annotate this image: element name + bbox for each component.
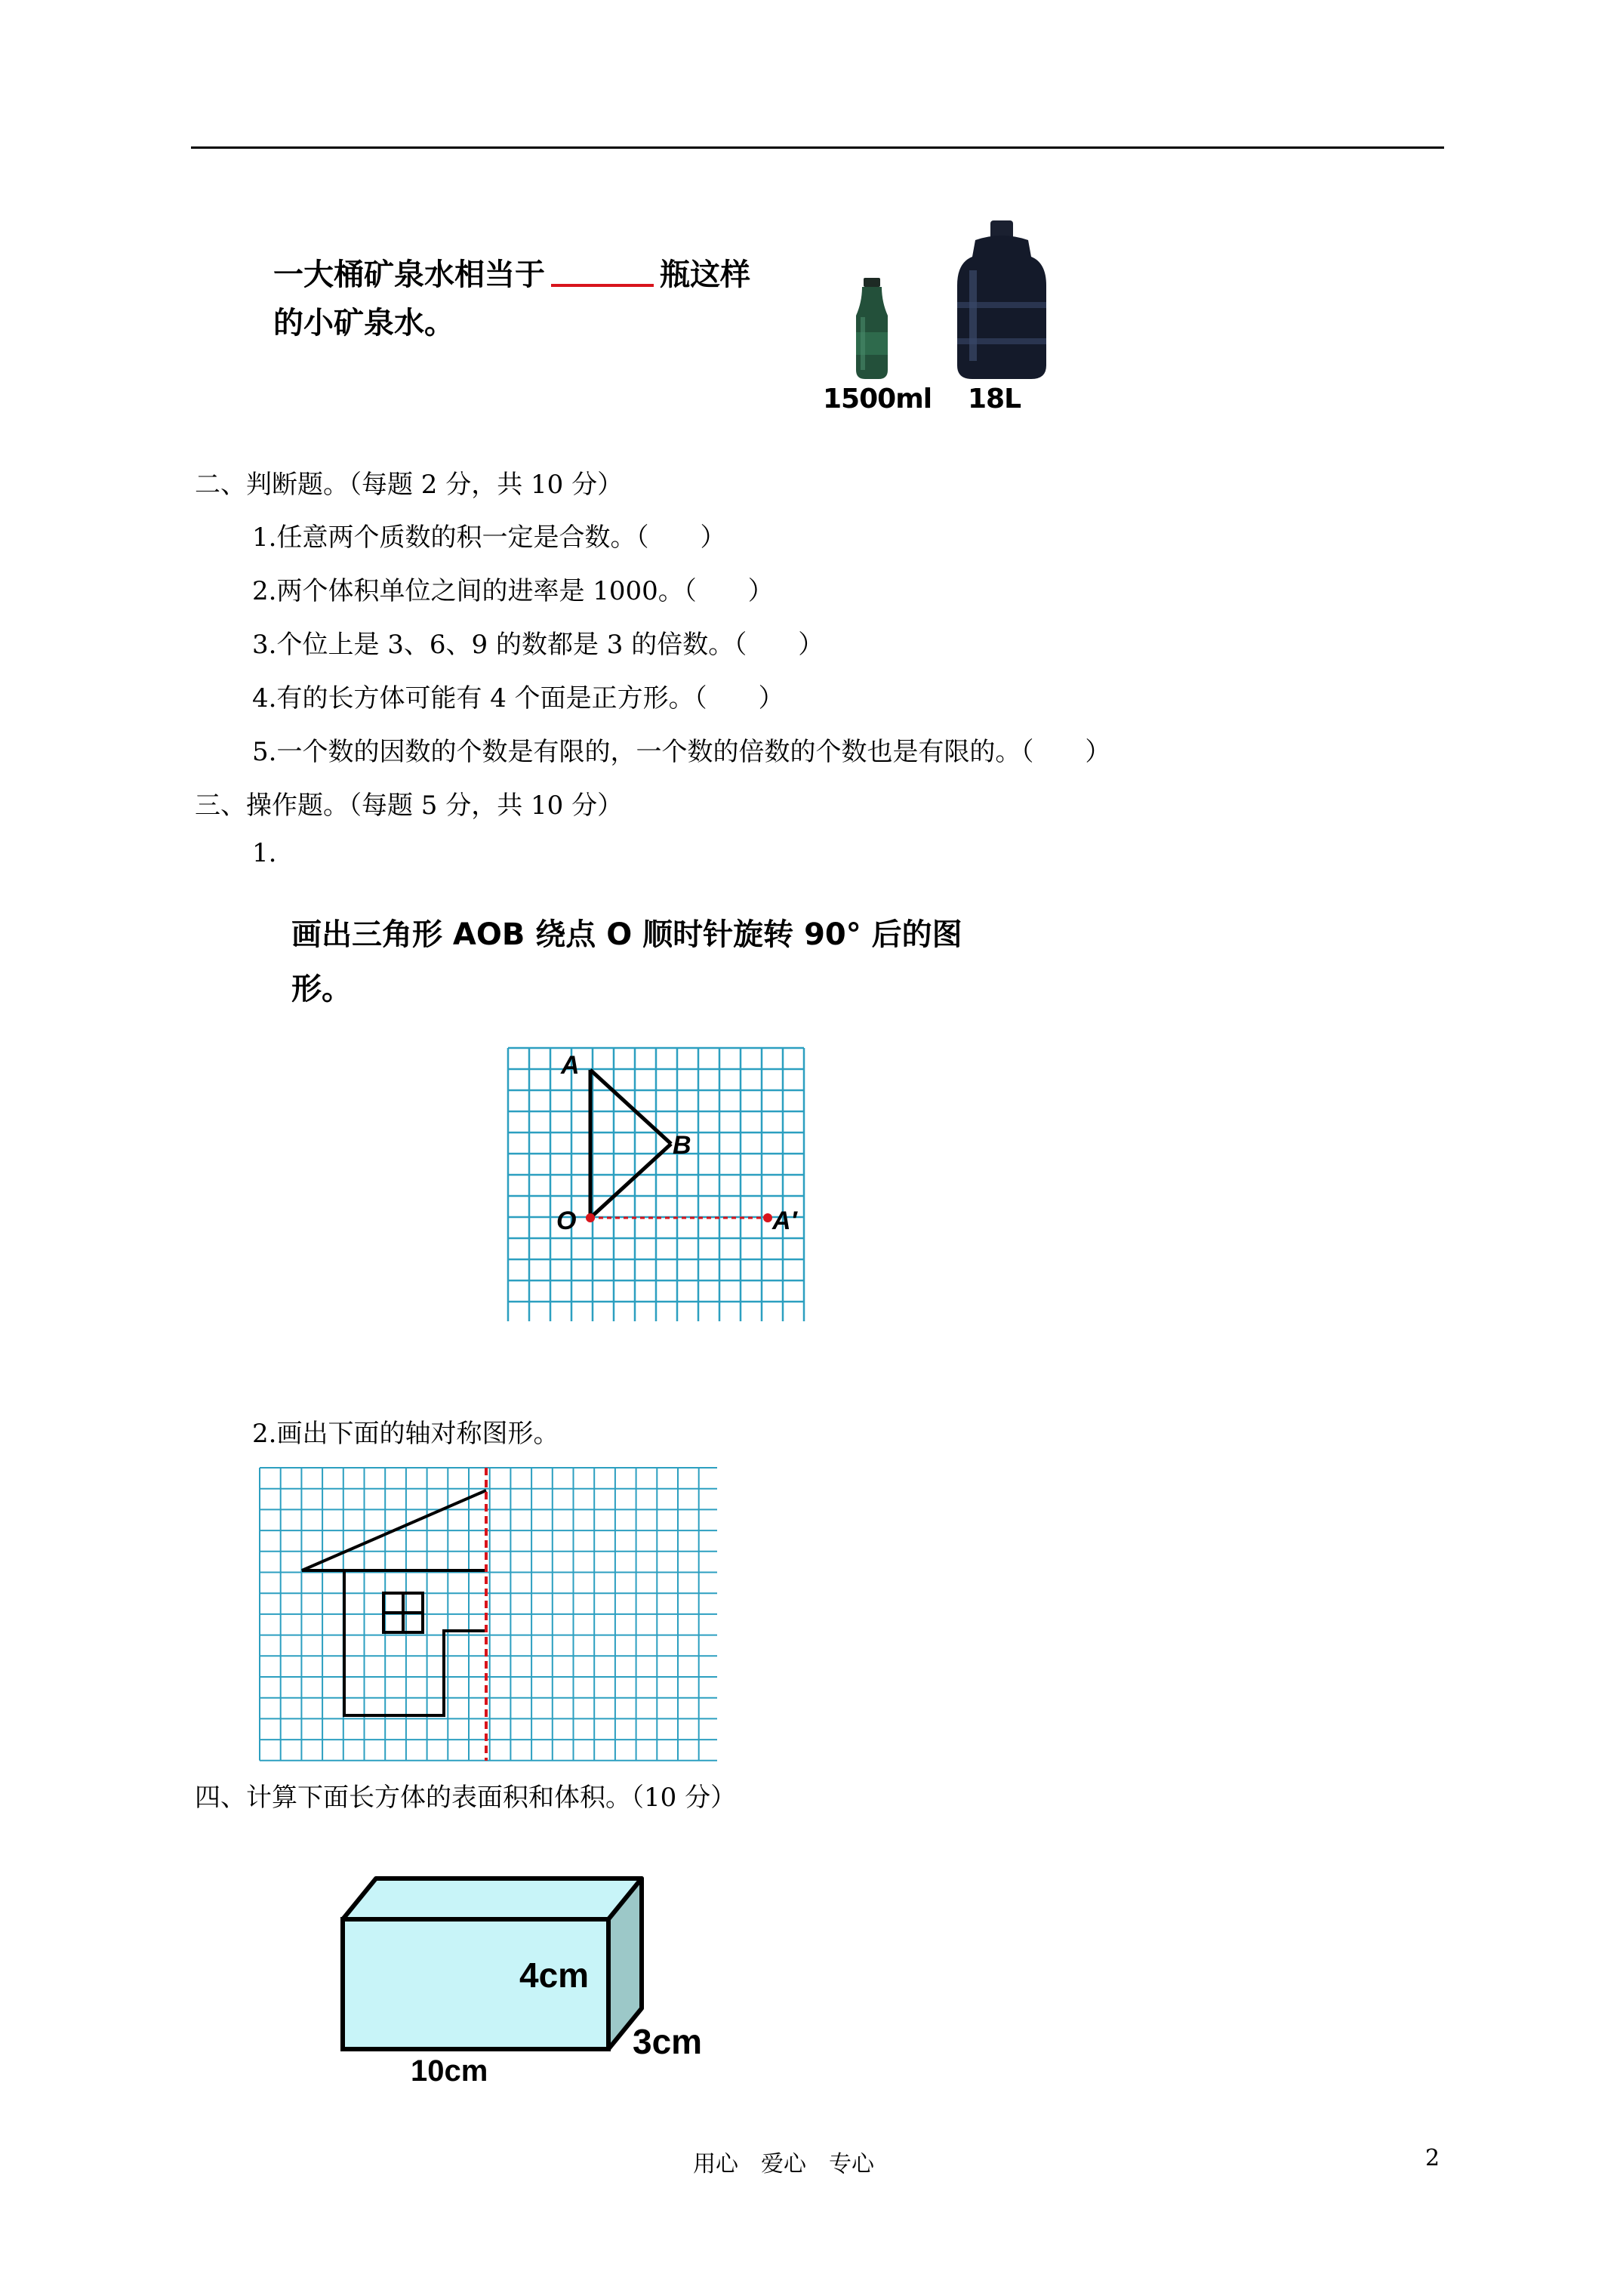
rotation-task-title: 画出三角形 AOB 绕点 O 顺时针旋转 90° 后的图 形。 <box>291 917 962 1006</box>
rotation-grid-figure <box>502 1042 812 1321</box>
page-number: 2 <box>1425 2145 1440 2171</box>
op-item-2: 2.画出下面的轴对称图形。 <box>252 1419 559 1449</box>
op-item-1-number: 1. <box>252 838 277 868</box>
cuboid-top-face <box>343 1878 642 1919</box>
label-a-prime: A′ <box>772 1207 797 1235</box>
section4-heading: 四、计算下面长方体的表面积和体积。（10 分） <box>195 1783 737 1813</box>
segment-bo <box>590 1144 671 1218</box>
depth-label: 3cm <box>633 2022 703 2061</box>
label-b: B <box>673 1131 691 1160</box>
judge-item-1: 1.任意两个质数的积一定是合数。（ ） <box>252 522 726 553</box>
judge-item-4: 4.有的长方体可能有 4 个面是正方形。（ ） <box>252 683 784 713</box>
judge-item-5: 5.一个数的因数的个数是有限的，一个数的倍数的个数也是有限的。（ ） <box>252 737 1111 767</box>
length-label: 10cm <box>411 2054 488 2088</box>
q1-text <box>273 251 750 347</box>
small-bottle-label: 1500ml <box>823 384 932 415</box>
footer-motto: 用心 爱心 专心 <box>693 2151 874 2177</box>
answer-blank <box>551 284 654 287</box>
q1-line2: 的小矿泉水。 <box>273 306 454 341</box>
label-o: O <box>556 1207 577 1235</box>
cuboid-figure <box>332 1865 725 2091</box>
point-a-prime <box>763 1213 772 1222</box>
label-a: A <box>561 1051 580 1080</box>
section2-heading: 二、判断题。（每题 2 分，共 10 分） <box>195 470 624 500</box>
water-barrel-icon <box>953 217 1051 384</box>
header-rule <box>191 146 1444 149</box>
big-bottle-label: 18L <box>968 384 1021 415</box>
judge-item-2: 2.两个体积单位之间的进率是 1000。（ ） <box>252 576 774 606</box>
rotation-grid <box>508 1048 804 1321</box>
section3-heading: 三、操作题。（每题 5 分，共 10 分） <box>195 791 624 821</box>
symmetry-grid <box>260 1468 717 1761</box>
judge-item-3: 3.个位上是 3、6、9 的数都是 3 的倍数。（ ） <box>252 630 824 660</box>
q1-line1: 一大桶矿泉水相当于 瓶这样 <box>273 257 750 292</box>
point-o <box>586 1213 595 1222</box>
symmetry-grid-figure <box>257 1465 717 1763</box>
small-bottle-icon <box>845 219 898 385</box>
height-label: 4cm <box>519 1955 590 1995</box>
